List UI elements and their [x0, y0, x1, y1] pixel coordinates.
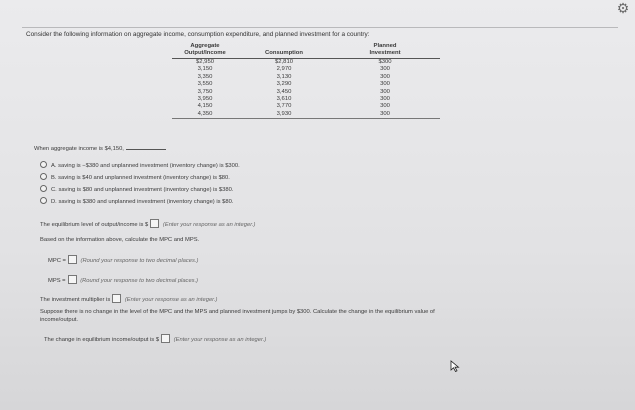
divider [22, 27, 618, 28]
mpc-input[interactable] [68, 255, 77, 264]
equilibrium-question: The equilibrium level of output/income is $ (Enter your response as an integer.) [40, 219, 255, 228]
change-question: The change in equilibrium income/output is $ (Enter your response as an integer.) [44, 334, 266, 343]
radio-a[interactable] [40, 161, 47, 168]
answer-blank [126, 149, 166, 150]
suppose-text-line2: income/output. [40, 317, 79, 323]
table-row: 3,950 3,610 300 [197, 96, 390, 103]
option-d[interactable]: D. saving is $380 and unplanned investment (inventory change) is $80. [40, 197, 233, 205]
multiplier-input[interactable] [112, 294, 121, 303]
equilibrium-input[interactable] [150, 219, 159, 228]
radio-b[interactable] [40, 173, 47, 180]
suppose-text-line1: Suppose there is no change in the level of the MPC and the MPS and planned investment jumps by $300. Calculate the change in the equilibrium value of [40, 309, 435, 315]
option-a[interactable]: A. saving is −$380 and unplanned investment (inventory change) is $300. [40, 161, 240, 169]
table-row: $2,950 $2,810 $300 [195, 59, 392, 65]
radio-d[interactable] [40, 197, 47, 204]
table-row: 3,550 3,290 300 [197, 81, 390, 88]
header-aggregate-output: Aggregate Output/Income [172, 43, 238, 59]
table-row: 3,350 3,130 300 [197, 73, 390, 80]
gear-icon[interactable]: ⚙ [616, 0, 630, 16]
multiplier-question: The investment multiplier is (Enter your response as an integer.) [40, 294, 217, 303]
mpc-mps-instruction: Based on the information above, calculate the MPC and MPS. [40, 237, 200, 243]
mps-question: MPS = (Round your response to two decimal places.) [48, 275, 198, 284]
table-row: 3,750 3,450 300 [197, 88, 390, 95]
mpc-question: MPC = (Round your response to two decimal places.) [48, 255, 198, 264]
mouse-cursor-icon [450, 360, 460, 372]
radio-c[interactable] [40, 185, 47, 192]
option-c[interactable]: C. saving is $80 and unplanned investment (inventory change) is $380. [40, 185, 233, 193]
mps-input[interactable] [68, 275, 77, 284]
header-consumption: Consumption [238, 43, 330, 59]
data-table [172, 43, 440, 119]
table-row: 4,350 3,930 300 [172, 111, 440, 119]
question-aggregate-income: When aggregate income is $4,150, [34, 146, 166, 152]
header-planned-investment: Planned Investment [330, 43, 440, 59]
table-row: 3,150 2,970 300 [197, 66, 390, 73]
option-b[interactable]: B. saving is $40 and unplanned investment (inventory change) is $80. [40, 173, 230, 181]
table-row: 4,150 3,770 300 [197, 103, 390, 110]
change-input[interactable] [161, 334, 170, 343]
question-intro: Consider the following information on aggregate income, consumption expenditure, and planned investment for a country: [26, 31, 370, 38]
